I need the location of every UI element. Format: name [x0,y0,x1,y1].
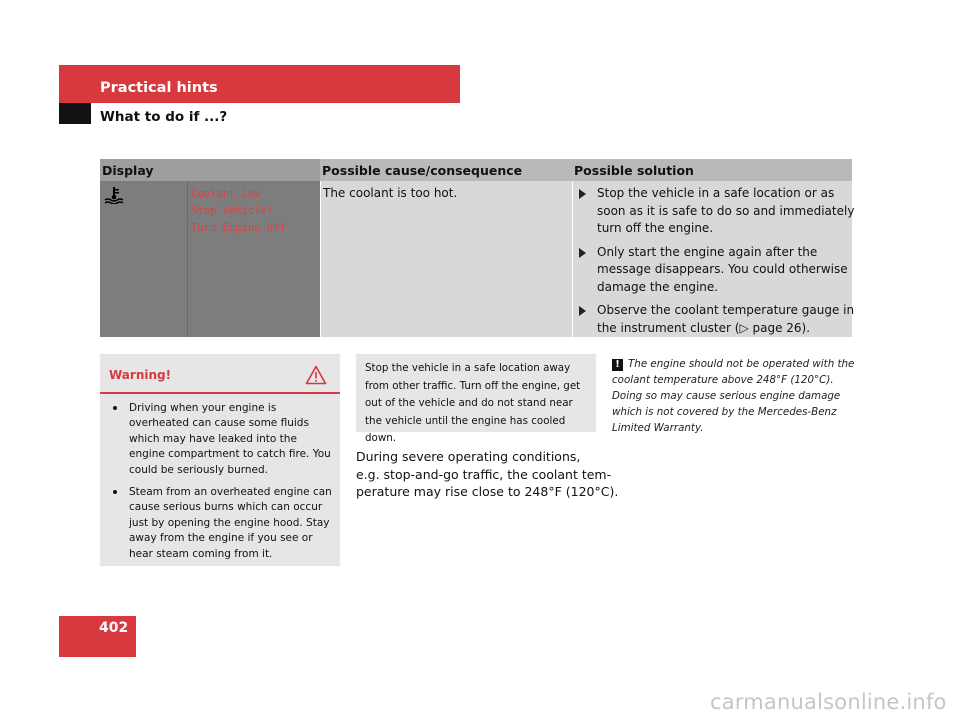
coolant-temperature-icon [104,186,124,204]
display-message-line: Turn Engine Off [191,222,286,234]
display-message-line: Coolant Low [191,188,261,200]
solution-item [575,244,855,297]
solution-text: Only start the engine again after the message disappears. You could otherwise damage the engine. [597,244,848,294]
exclamation-icon: ! [612,359,623,371]
header-black-tab [59,103,91,124]
arrow-right-icon [579,189,586,199]
warning-item [111,485,333,562]
arrow-right-icon [579,248,586,258]
body-line: e.g. stop-and-go traffic, the coolant tem- [356,466,612,482]
arrow-right-icon [579,306,586,316]
bullet-icon [113,490,117,494]
body-paragraph [356,448,619,501]
solution-text: Observe the coolant temperature gauge in the instrument cluster (▷ page 26). [597,303,855,335]
caution-text: The engine should not be operated with the coolant temperature above 248°F (120°C). Doing so may cause serious engine damage which is not covered by the Mercedes-Benz Limited Warranty. [612,358,855,434]
subsection-title: What to do if ...? [100,109,228,125]
body-line: During severe operating conditions, [356,449,581,464]
table-header-solution: Possible solution [572,159,852,181]
note-text: Stop the vehicle in a safe location away from other traffic. Turn off the engine, get out of the vehicle and do not stand near the vehicle until the engine has cooled down. [365,362,581,444]
section-title: Practical hints [100,80,218,96]
fault-table [100,159,855,337]
warning-text: Steam from an overheated engine can cause serious burns which can occur just by opening the engine hood. Stay away from the engine if you see or hear steam coming from it. [129,486,332,560]
warning-title: Warning! [109,368,172,382]
caution-note [612,356,857,436]
solution-cell [573,181,855,337]
warning-header [100,354,340,394]
bullet-icon [113,406,117,410]
cause-cell [321,181,572,337]
solution-text: Stop the vehicle in a safe location or as soon as it is safe to do so and immediately turn off the engine. [597,186,855,235]
note-box [356,354,596,444]
body-line: perature may rise close to 248°F (120°C). [356,484,619,499]
cause-text: The coolant is too hot. [323,186,458,200]
warning-triangle-icon [305,365,327,385]
table-header-display: Display [100,159,320,181]
warning-box [100,354,340,566]
display-icon-cell [100,181,187,337]
warning-text: Driving when your engine is overheated can cause some fluids which may have leaked into the engine compartment to catch fire. You could be seriously burned. [129,402,331,476]
solution-item [575,185,855,238]
page-number: 402 [99,620,129,636]
display-message-line: Stop Vehicle! [191,205,274,217]
watermark: carmanualsonline.info [710,690,947,714]
display-message-cell [188,181,320,337]
solution-item [575,302,855,337]
table-header-cause: Possible cause/consequence [320,159,572,181]
warning-item [111,401,333,478]
